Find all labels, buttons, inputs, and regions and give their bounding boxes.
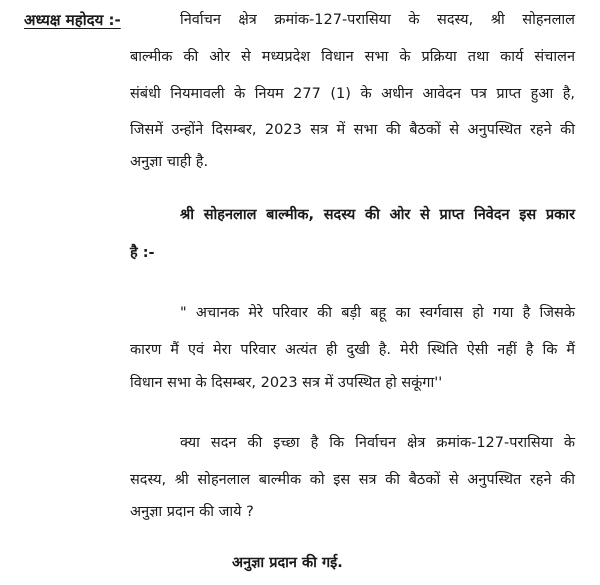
quote-line2: कारण मैं एवं मेरा परिवार अत्यंत ही दुखी है. मेरी स्थिति ऐसी नहीं है कि मैं xyxy=(130,342,575,358)
para2-line1: श्री सोहनलाल बाल्मीक, सदस्य की ओर से प्राप्त निवेदन इस प्रकार xyxy=(180,207,575,223)
para3-line2: सदस्य, श्री सोहनलाल बाल्मीक को इस सत्र की बैठकों से अनुपस्थित रहने की xyxy=(130,472,575,488)
para3-line1: क्या सदन की इच्छा है कि निर्वाचन क्षेत्र क्रमांक-127-परासिया के xyxy=(180,435,575,451)
para2-line2: है :- xyxy=(130,245,155,261)
para1-line5: अनुज्ञा चाही है. xyxy=(130,154,209,170)
para1-line3: संबंधी नियमावली के नियम 277 (1) के अधीन आवेदन पत्र प्राप्त हुआ है, xyxy=(130,86,575,102)
para1-line4: जिसमें उन्होंने दिसम्बर, 2023 सत्र में सभा की बैठकों से अनुपस्थित रहने की xyxy=(130,122,575,138)
para1-line1-text: निर्वाचन क्षेत्र क्रमांक-127-परासिया के सदस्य, श्री सोहनलाल xyxy=(180,12,575,28)
conclusion-text: अनुज्ञा प्रदान की गई. xyxy=(232,555,343,571)
speaker-heading: अध्यक्ष महोदय :- xyxy=(24,11,121,29)
quote-line3: विधान सभा के दिसम्बर, 2023 सत्र में उपस्थित हो सकूंगा'' xyxy=(130,375,443,391)
para1-line2: बाल्मीक की ओर से मध्यप्रदेश विधान सभा के प्रक्रिया तथा कार्य संचालन xyxy=(130,49,575,65)
para3-line3: अनुज्ञा प्रदान की जाये ? xyxy=(130,504,254,520)
para1-line1 xyxy=(180,10,575,30)
quote-line1: " अचानक मेरे परिवार की बड़ी बहू का स्वर्गवास हो गया है जिसके xyxy=(180,305,575,321)
